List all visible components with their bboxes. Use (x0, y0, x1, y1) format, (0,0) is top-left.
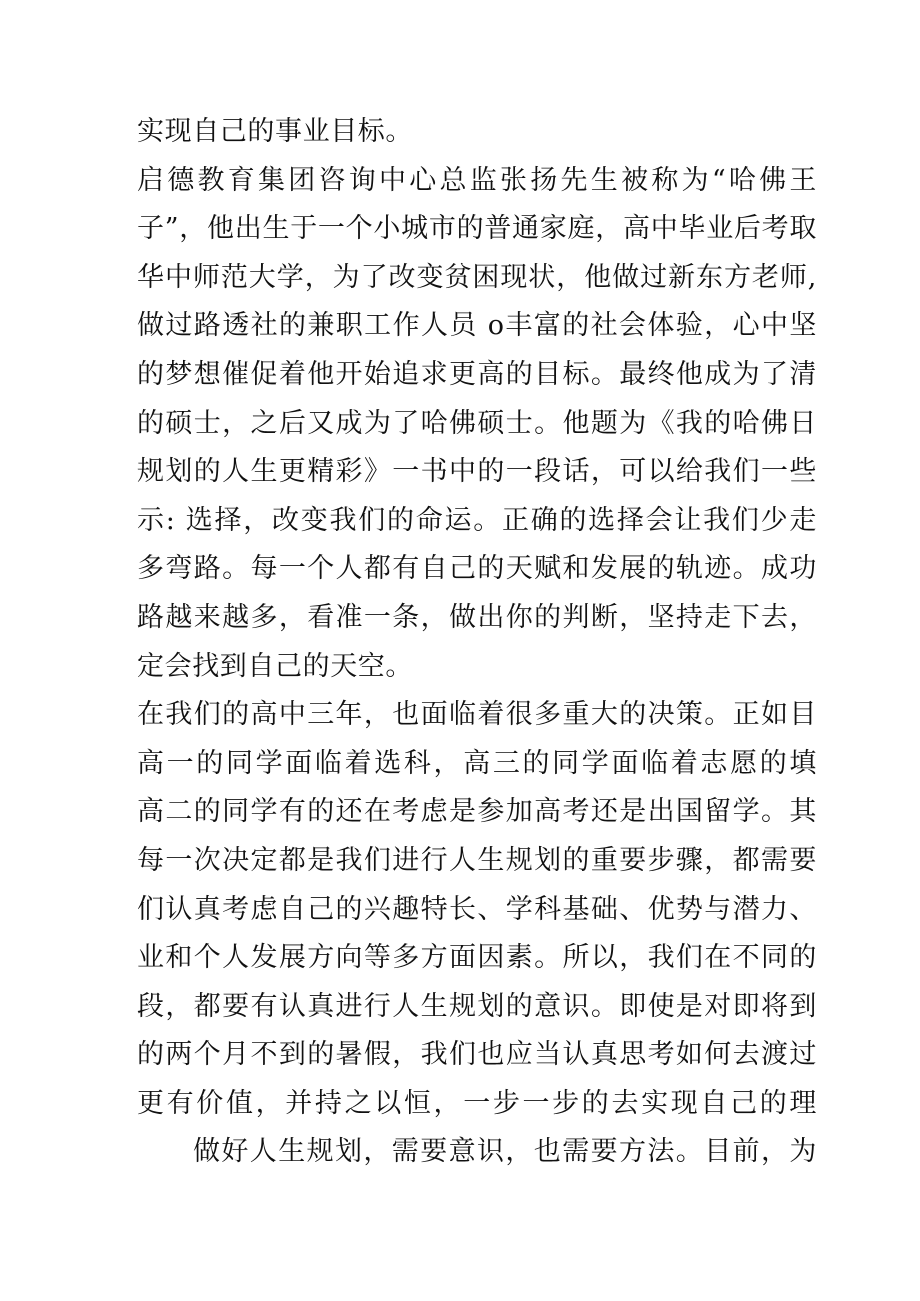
paragraph-first-line: 做好人生规划，需要意识，也需要方法。目前，为 (193, 1136, 817, 1168)
text-line: 定会找到自己的天空。 (137, 650, 413, 682)
text-line: 启德教育集团咨询中心总监张扬先生被称为“哈佛王 (137, 164, 817, 196)
text-line: 的硕士，之后又成为了哈佛硕士。他题为《我的哈佛日 (137, 407, 817, 439)
text-line: 在我们的高中三年，也面临着很多重大的决策。正如目 (137, 699, 817, 731)
text-line: 的两个月不到的暑假，我们也应当认真思考如何去渡过 (137, 1039, 817, 1071)
text-line: 的梦想催促着他开始追求更高的目标。最终他成为了清 (137, 358, 817, 390)
text-line: 多弯路。每一个人都有自己的天赋和发展的轨迹。成功 (137, 553, 817, 585)
text-line: 示: 选择，改变我们的命运。正确的选择会让我们少走 (137, 504, 817, 536)
text-line: 做过路透社的兼职工作人员 o丰富的社会体验，心中坚 (137, 310, 817, 342)
text-line: 子”，他出生于一个小城市的普通家庭，高中毕业后考取 (137, 213, 817, 245)
text-line: 高一的同学面临着选科，高三的同学面临着志愿的填 (137, 747, 817, 779)
text-line: 路越来越多，看准一条，做出你的判断，坚持走下去， (137, 601, 817, 633)
text-line: 们认真考虑自己的兴趣特长、学科基础、优势与潜力、 (137, 893, 817, 925)
text-line: 更有价值，并持之以恒，一步一步的去实现自己的理 (137, 1087, 817, 1119)
text-line: 高二的同学有的还在考虑是参加高考还是出国留学。其 (137, 796, 817, 828)
text-line: 实现自己的事业目标。 (137, 116, 413, 147)
text-line: 段，都要有认真进行人生规划的意识。即使是对即将到 (137, 990, 817, 1022)
text-line: 每一次决定都是我们进行人生规划的重要步骤，都需要 (137, 844, 817, 876)
text-line: 华中师范大学，为了改变贫困现状，他做过新东方老师, (137, 261, 817, 293)
text-line: 规划的人生更精彩》一书中的一段话，可以给我们一些 (137, 456, 817, 488)
text-line: 业和个人发展方向等多方面因素。所以，我们在不同的 (137, 942, 817, 974)
body-text (137, 108, 817, 1177)
